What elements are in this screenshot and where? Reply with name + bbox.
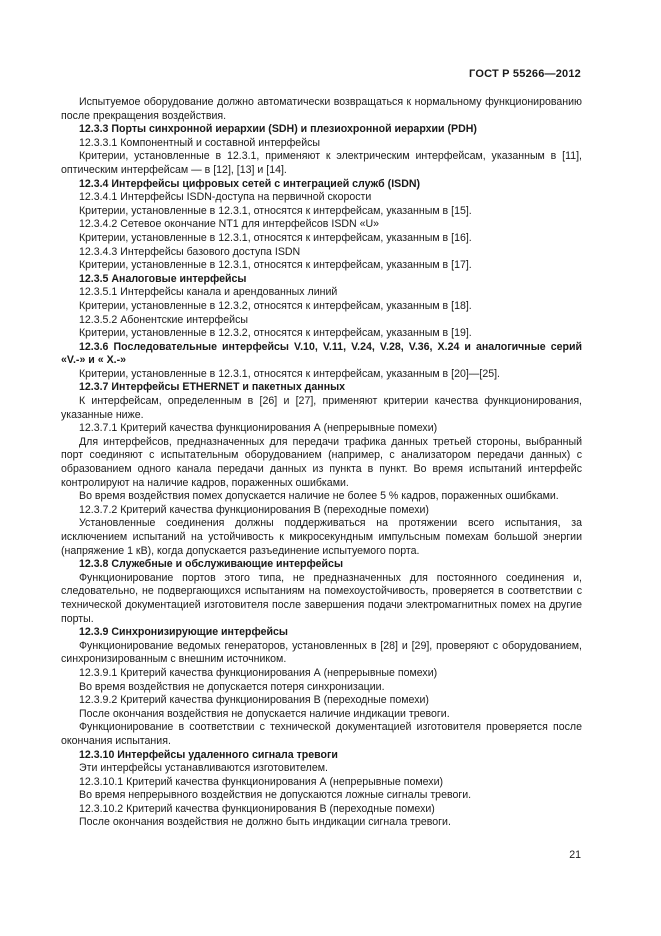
paragraph: Функционирование портов этого типа, не предназначенных для постоянного соединения и, следовательно, не подвергающихся испытаниям на помехоустойчивость, проверяется в соответствии с технической документацией изготовителя после завершения подачи электромагнитных помех на другие порты. — [61, 571, 582, 625]
paragraph: 12.3.9.2 Критерий качества функционирования В (переходные помехи) — [79, 694, 429, 707]
paragraph: 12.3.7.2 Критерий качества функционирования В (переходные помехи) — [79, 503, 429, 516]
section-heading: 12.3.9 Синхронизирующие интерфейсы — [79, 626, 288, 639]
document-code: ГОСТ Р 55266—2012 — [469, 68, 581, 80]
paragraph: Во время воздействия не допускается потеря синхронизации. — [79, 680, 385, 693]
paragraph: Критерии, установленные в 12.3.1, относятся к интерфейсам, указанным в [15]. — [79, 204, 472, 217]
paragraph: Критерии, установленные в 12.3.2, относятся к интерфейсам, указанным в [19]. — [79, 327, 472, 340]
section-heading: 12.3.6 Последовательные интерфейсы V.10, V.11, V.24, V.28, V.36, X.24 и аналогичные серий «V.-» и « X.-» — [61, 340, 582, 367]
section-heading: 12.3.5 Аналоговые интерфейсы — [79, 272, 247, 285]
paragraph: Функционирование ведомых генераторов, установленных в [28] и [29], проверяют с оборудованием, синхронизированным с внешним источником. — [61, 639, 582, 666]
paragraph: 12.3.3.1 Компонентный и составной интерфейсы — [79, 136, 321, 149]
paragraph: Во время воздействия помех допускается наличие не более 5 % кадров, пораженных ошибками. — [79, 490, 559, 503]
paragraph: Критерии, установленные в 12.3.2, относятся к интерфейсам, указанным в [18]. — [79, 299, 472, 312]
paragraph: Испытуемое оборудование должно автоматически возвращаться к нормальному функционированию после прекращения воздействия. — [61, 96, 582, 122]
paragraph: Для интерфейсов, предназначенных для передачи трафика данных третьей стороны, выбранный порт соединяют с испытательным оборудованием (например, с анализатором передачи данных) с образованием одного канала передачи данных из пункта в пункт. Во время испытаний интерфейс контролируют на наличие кадров, пораженных ошибками. — [61, 435, 582, 489]
paragraph: Установленные соединения должны поддерживаться на протяжении всего испытания, за исключением испытаний на устойчивость к микросекундным импульсным помехам большой энергии (напряжение 1 кВ), когда допускается разъединение испытуемого порта. — [61, 517, 582, 557]
paragraph: Во время непрерывного воздействия не допускаются ложные сигналы тревоги. — [79, 789, 472, 802]
paragraph: 12.3.4.1 Интерфейсы ISDN-доступа на первичной скорости — [79, 191, 372, 204]
page-number: 21 — [569, 849, 581, 861]
paragraph: 12.3.9.1 Критерий качества функционирования А (непрерывные помехи) — [79, 666, 438, 679]
paragraph: 12.3.4.3 Интерфейсы базового доступа ISDN — [79, 245, 301, 258]
paragraph: 12.3.10.2 Критерий качества функционирования В (переходные помехи) — [79, 802, 435, 815]
paragraph: Эти интерфейсы устанавливаются изготовителем. — [79, 762, 328, 775]
paragraph: 12.3.7.1 Критерий качества функционирования А (непрерывные помехи) — [79, 422, 438, 435]
paragraph: 12.3.10.1 Критерий качества функционирования А (непрерывные помехи) — [79, 775, 444, 788]
paragraph: 12.3.5.1 Интерфейсы канала и арендованных линий — [79, 286, 338, 299]
section-heading: 12.3.7 Интерфейсы ETHERNET и пакетных данных — [79, 381, 346, 394]
paragraph: После окончания воздействия не должно быть индикации сигнала тревоги. — [79, 816, 451, 829]
paragraph: Функционирование в соответствии с технической документацией изготовителя проверяется после окончания испытания. — [61, 721, 582, 747]
paragraph: После окончания воздействия не допускается наличие индикации тревоги. — [79, 707, 450, 720]
paragraph: 12.3.4.2 Сетевое окончание NT1 для интерфейсов ISDN «U» — [79, 218, 380, 231]
section-heading: 12.3.3 Порты синхронной иерархии (SDH) и плезиохронной иерархии (PDH) — [79, 123, 477, 136]
section-heading: 12.3.8 Служебные и обслуживающие интерфейсы — [79, 558, 343, 571]
paragraph: Критерии, установленные в 12.3.1, применяют к электрическим интерфейсам, указанным в [11], оптическим интерфейсам — в [12], [13] и [14]. — [61, 150, 582, 176]
section-heading: 12.3.4 Интерфейсы цифровых сетей с интеграцией служб (ISDN) — [79, 177, 421, 190]
paragraph: К интерфейсам, определенным в [26] и [27], применяют критерии качества функционирования, указанные ниже. — [61, 395, 582, 421]
paragraph: Критерии, установленные в 12.3.1, относятся к интерфейсам, указанным в [16]. — [79, 231, 472, 244]
paragraph: 12.3.5.2 Абонентские интерфейсы — [79, 313, 248, 326]
paragraph: Критерии, установленные в 12.3.1, относятся к интерфейсам, указанным в [17]. — [79, 259, 472, 272]
document-body — [61, 96, 582, 830]
section-heading: 12.3.10 Интерфейсы удаленного сигнала тревоги — [79, 748, 338, 761]
paragraph: Критерии, установленные в 12.3.1, относятся к интерфейсам, указанным в [20]—[25]. — [79, 367, 500, 380]
